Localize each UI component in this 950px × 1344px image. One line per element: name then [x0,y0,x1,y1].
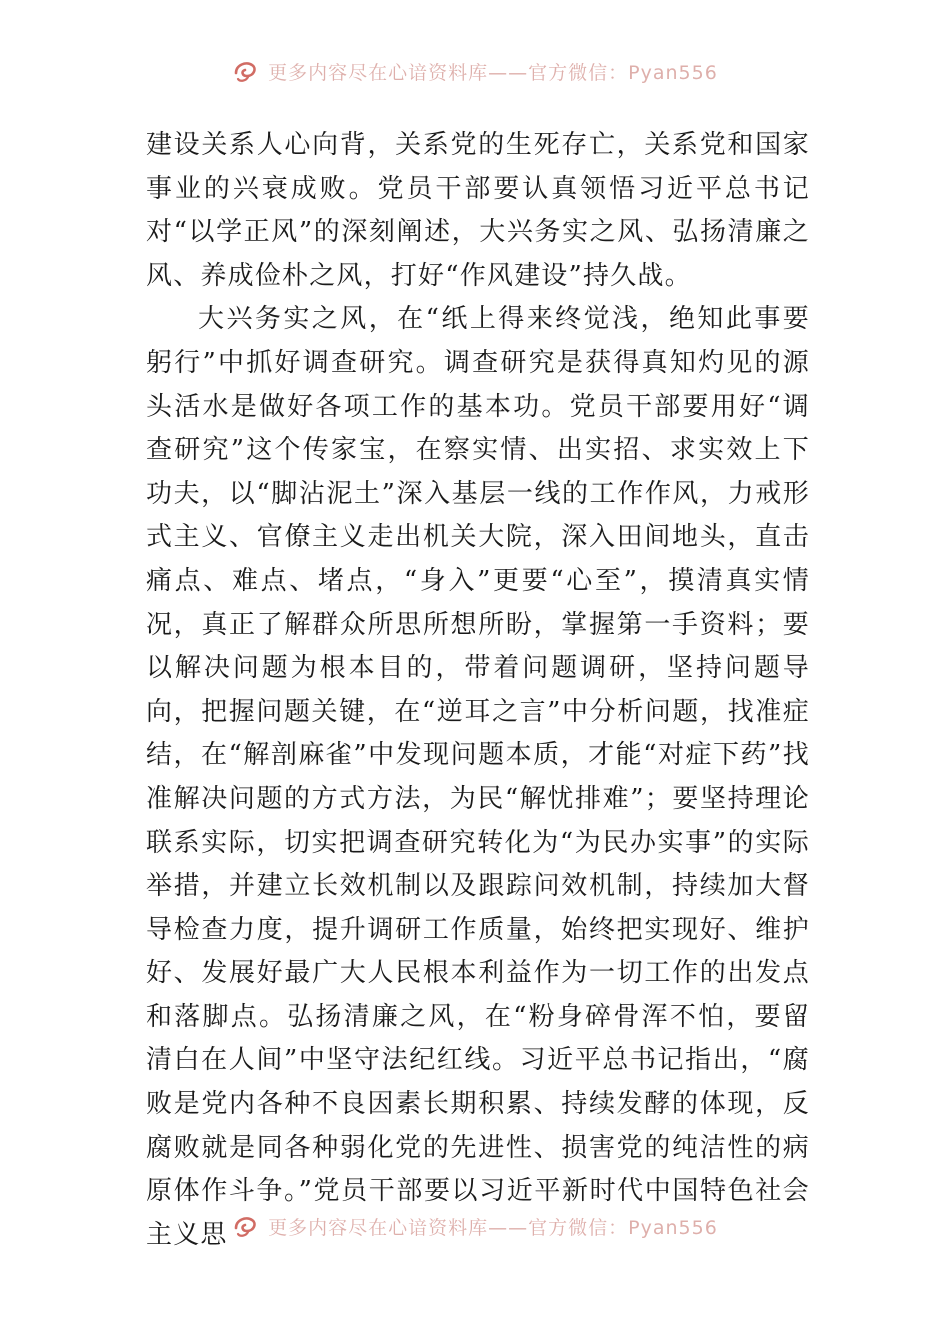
footer-watermark [0,1209,950,1243]
paragraph-1: 建设关系人心向背，关系党的生死存亡，关系党和国家事业的兴衰成败。党员干部要认真领悟习近平总书记对“以学正风”的深刻阐述，大兴务实之风、弘扬清廉之风、养成俭朴之风，打好“作风建设”持久战。 [146,130,810,291]
swirl-logo-icon [232,59,260,83]
watermark-text: 更多内容尽在心谙资料库——官方微信：Pyan556 [268,61,718,84]
swirl-logo-icon [232,1214,260,1238]
paragraph-2: 大兴务实之风，在“纸上得来终觉浅，绝知此事要躬行”中抓好调查研究。调查研究是获得真知灼见的源头活水是做好各项工作的基本功。党员干部要用好“调查研究”这个传家宝，在察实情、出实招、求实效上下功夫，以“脚沾泥土”深入基层一线的工作作风，力戒形式主义、官僚主义走出机关大院，深入田间地头，直击痛点、难点、堵点，“身入”更要“心至”，摸清真实情况，真正了解群众所思所想所盼，掌握第一手资料；要以解决问题为根本目的，带着问题调研，坚持问题导向，把握问题关键，在“逆耳之言”中分析问题，找准症结，在“解剖麻雀”中发现问题本质，才能“对症下药”找准解决问题的方式方法，为民“解忧排难”；要坚持理论联系实际，切实把调查研究转化为“为民办实事”的实际举措，并建立长效机制以及跟踪问效机制，持续加大督导检查力度，提升调研工作质量，始终把实现好、维护好、发展好最广大人民根本利益作为一切工作的出发点和落脚点。弘扬清廉之风，在“粉身碎骨浑不怕，要留清白在人间”中坚守法纪红线。习近平总书记指出，“腐败是党内各种不良因素长期积累、持续发酵的体现，反腐败就是同各种弱化党的先进性、损害党的纯洁性的病原体作斗争。”党员干部要以习近平新时代中国特色社会主义思 [146,304,810,1250]
header-watermark [0,54,950,88]
watermark-text: 更多内容尽在心谙资料库——官方微信：Pyan556 [268,1216,718,1239]
document-body [146,124,810,1257]
